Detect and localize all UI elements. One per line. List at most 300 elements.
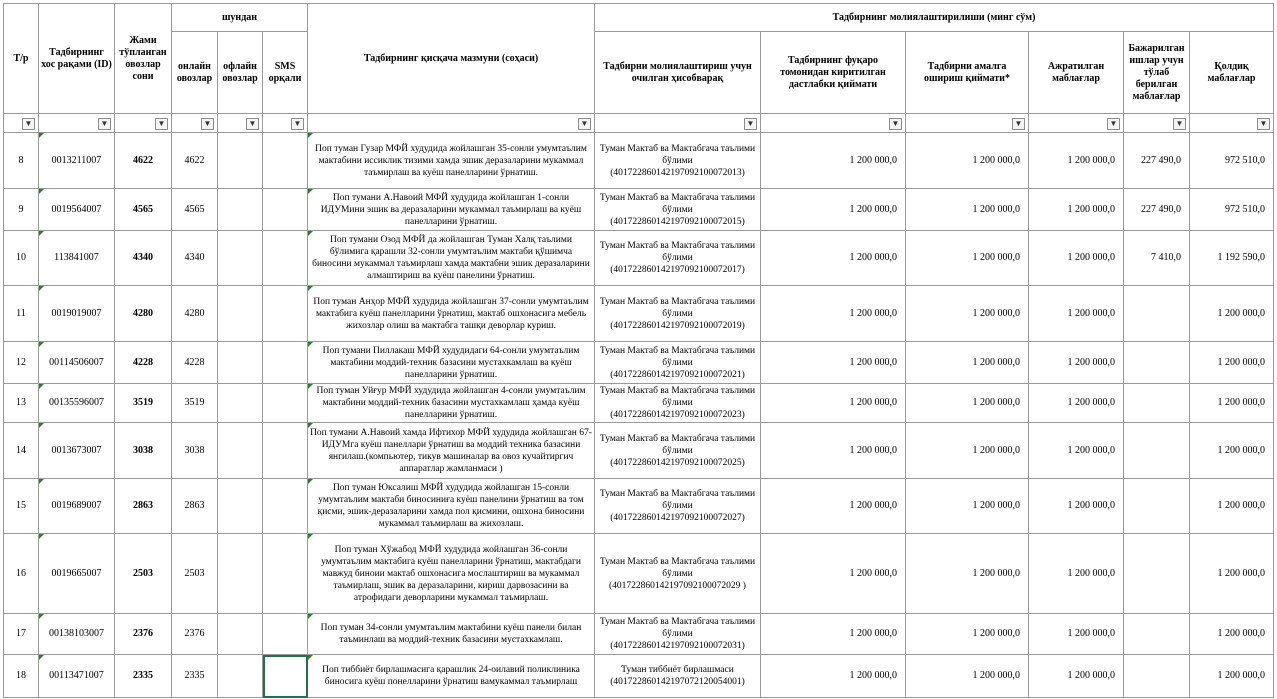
row-allocated[interactable] <box>1029 655 1124 698</box>
row-summary-text: Поп туман Анҳор МФЙ худудида жойлашган 37-сонли умумтаълим мактабига куёш панелларини ўрнатиш, мактаб ошхонасига мебель жихозлар олиш ва мактабга ташқи деворлар куриш. <box>313 296 589 331</box>
table-row <box>4 384 1274 423</box>
row-initial-value-text: 1 200 000,0 <box>849 307 897 319</box>
comment-indicator-icon <box>39 231 44 236</box>
row-paid-text: 227 490,0 <box>1141 154 1181 166</box>
row-online-votes[interactable] <box>172 423 218 479</box>
row-total-votes[interactable] <box>115 614 172 655</box>
row-summary-text: Поп тиббиёт бирлашмасига қарашлик 24-оилавий поликлиника биносига куёш понелларини ўрнатиш вамукаммал таъмирлаш <box>322 665 580 687</box>
comment-indicator-icon <box>39 286 44 291</box>
dropdown-arrow-icon: ▼ <box>891 119 900 128</box>
row-summary[interactable] <box>308 342 595 384</box>
account-number: (401722860142197092100072015) <box>610 216 745 227</box>
header-summary: Тадбирнинг қисқача мазмуни (соҳаси) <box>308 4 595 114</box>
filter-button-total-votes[interactable] <box>155 118 168 130</box>
account-number: (401722860142197092100072017) <box>610 265 745 275</box>
row-allocated[interactable] <box>1029 384 1124 423</box>
table-row <box>4 286 1274 342</box>
row-id[interactable] <box>39 479 115 534</box>
row-summary[interactable] <box>308 384 595 423</box>
row-offline-votes[interactable] <box>218 479 263 534</box>
filter-button-offline[interactable] <box>246 118 259 130</box>
row-exec-value[interactable] <box>906 655 1029 698</box>
row-initial-value-text: 1 200 000,0 <box>849 567 897 579</box>
row-number[interactable] <box>4 614 39 655</box>
comment-indicator-icon <box>39 384 44 389</box>
row-total-votes[interactable] <box>115 231 172 286</box>
row-id-text: 0019019007 <box>51 307 102 319</box>
row-account[interactable] <box>595 133 761 189</box>
row-exec-value-text: 1 200 000,0 <box>972 628 1020 639</box>
row-summary-text: Поп тумани Пиллакаш МФЙ худудидаги 64-сонли умумтаълим мактабини моддий-техник базасини мустахкамлаш ва куёш панелларини ўрнатиш. <box>322 345 580 380</box>
row-allocated-text: 1 200 000,0 <box>1067 444 1115 456</box>
row-allocated-text: 1 200 000,0 <box>1067 154 1115 166</box>
row-total-votes[interactable] <box>115 342 172 384</box>
row-total-votes[interactable] <box>115 479 172 534</box>
account-name: Туман Мактаб ва Мактабгача таълими бўлими <box>599 556 756 579</box>
row-initial-value-text: 1 200 000,0 <box>849 397 897 408</box>
row-sms-votes[interactable] <box>263 384 308 423</box>
row-total-votes[interactable] <box>115 384 172 423</box>
account-name: Туман Мактаб ва Мактабгача таълими бўлими <box>599 345 756 368</box>
dropdown-arrow-icon: ▼ <box>203 119 212 128</box>
row-initial-value[interactable] <box>761 286 906 342</box>
row-paid[interactable] <box>1124 423 1190 479</box>
row-number[interactable] <box>4 189 39 231</box>
row-online-votes[interactable] <box>172 286 218 342</box>
row-summary-text: Поп тумани А.Навоий МФЙ худудида жойлашган 1-сонли ИДУМини эшик ва деразаларини мукаммал таъмирлаш ва куёш панелларини ўрнатиш. <box>320 192 582 227</box>
row-sms-votes[interactable] <box>263 189 308 231</box>
row-number[interactable] <box>4 133 39 189</box>
row-offline-votes[interactable] <box>218 286 263 342</box>
row-allocated[interactable] <box>1029 479 1124 534</box>
row-online-votes-text: 4622 <box>184 154 205 166</box>
row-total-votes[interactable] <box>115 133 172 189</box>
row-id[interactable] <box>39 189 115 231</box>
row-initial-value-text: 1 200 000,0 <box>849 252 897 263</box>
row-account[interactable] <box>595 655 761 698</box>
account-number: (401722860142197072120054001) <box>610 677 745 687</box>
row-sms-votes[interactable] <box>263 286 308 342</box>
row-account[interactable] <box>595 384 761 423</box>
header-allocated: Ажратилган маблағлар <box>1029 32 1124 114</box>
row-online-votes[interactable] <box>172 342 218 384</box>
row-number-text: 9 <box>18 203 24 215</box>
row-total-votes-text: 2863 <box>133 500 153 511</box>
row-id[interactable] <box>39 423 115 479</box>
row-sms-votes[interactable] <box>263 342 308 384</box>
row-online-votes[interactable] <box>172 189 218 231</box>
filter-button-tr[interactable] <box>22 118 35 130</box>
row-id-text: 00135596007 <box>49 397 104 408</box>
header-paid: Бажарилган ишлар учун тўлаб берилган маблағлар <box>1124 32 1190 114</box>
dropdown-arrow-icon: ▼ <box>580 119 589 128</box>
comment-indicator-icon <box>308 286 313 291</box>
row-id[interactable] <box>39 342 115 384</box>
filter-cell-paid <box>1124 114 1190 133</box>
row-allocated-text: 1 200 000,0 <box>1067 203 1115 215</box>
dropdown-arrow-icon: ▼ <box>1109 119 1118 128</box>
row-sms-votes[interactable] <box>263 534 308 614</box>
row-initial-value[interactable] <box>761 423 906 479</box>
row-initial-value[interactable] <box>761 479 906 534</box>
account-number: (401722860142197092100072031) <box>610 641 745 651</box>
row-online-votes[interactable] <box>172 655 218 698</box>
row-allocated[interactable] <box>1029 423 1124 479</box>
row-allocated[interactable] <box>1029 286 1124 342</box>
row-balance[interactable] <box>1190 286 1274 342</box>
row-allocated-text: 1 200 000,0 <box>1067 567 1115 579</box>
row-exec-value-text: 1 200 000,0 <box>972 500 1020 511</box>
row-allocated[interactable] <box>1029 231 1124 286</box>
row-offline-votes[interactable] <box>218 534 263 614</box>
row-paid-text: 7 410,0 <box>1151 252 1181 263</box>
row-total-votes[interactable] <box>115 655 172 698</box>
filter-cell-balance <box>1190 114 1274 133</box>
row-balance-text: 1 200 000,0 <box>1217 670 1265 681</box>
row-account[interactable] <box>595 479 761 534</box>
row-online-votes-text: 3519 <box>184 397 205 408</box>
row-initial-value[interactable] <box>761 384 906 423</box>
table-row <box>4 534 1274 614</box>
row-account[interactable] <box>595 534 761 614</box>
row-sms-votes[interactable] <box>263 614 308 655</box>
table-row <box>4 479 1274 534</box>
row-online-votes[interactable] <box>172 133 218 189</box>
row-exec-value[interactable] <box>906 286 1029 342</box>
row-number[interactable] <box>4 342 39 384</box>
row-number-text: 14 <box>16 444 26 456</box>
row-total-votes[interactable] <box>115 189 172 231</box>
row-number[interactable] <box>4 655 39 698</box>
row-initial-value[interactable] <box>761 534 906 614</box>
row-balance[interactable] <box>1190 423 1274 479</box>
row-total-votes-text: 4228 <box>133 356 153 368</box>
row-id[interactable] <box>39 614 115 655</box>
row-summary[interactable] <box>308 286 595 342</box>
row-exec-value[interactable] <box>906 231 1029 286</box>
row-paid[interactable] <box>1124 231 1190 286</box>
row-account[interactable] <box>595 423 761 479</box>
table-row <box>4 423 1274 479</box>
filter-cell-online <box>172 114 218 133</box>
row-offline-votes[interactable] <box>218 189 263 231</box>
row-number-text: 12 <box>16 356 26 368</box>
header-exec-value: Тадбирни амалга ошириш қиймати* <box>906 32 1029 114</box>
row-allocated-text: 1 200 000,0 <box>1067 670 1115 681</box>
filter-button-initial-value[interactable] <box>889 118 902 130</box>
account-number: (401722860142197092100072013) <box>610 167 745 178</box>
row-offline-votes[interactable] <box>218 231 263 286</box>
row-number-text: 11 <box>16 307 26 319</box>
row-exec-value-text: 1 200 000,0 <box>972 252 1020 263</box>
row-allocated[interactable] <box>1029 133 1124 189</box>
row-account[interactable] <box>595 286 761 342</box>
comment-indicator-icon <box>308 423 313 428</box>
filter-cell-initial-value <box>761 114 906 133</box>
row-allocated-text: 1 200 000,0 <box>1067 252 1115 263</box>
row-number-text: 13 <box>16 397 26 408</box>
filter-cell-exec-value <box>906 114 1029 133</box>
row-allocated[interactable] <box>1029 614 1124 655</box>
row-summary[interactable] <box>308 231 595 286</box>
row-online-votes[interactable] <box>172 534 218 614</box>
row-summary[interactable] <box>308 655 595 698</box>
row-balance[interactable] <box>1190 479 1274 534</box>
dropdown-arrow-icon: ▼ <box>100 119 109 128</box>
row-online-votes[interactable] <box>172 614 218 655</box>
row-id-text: 00113471007 <box>49 670 104 681</box>
row-summary-text: Поп туман 34-сонли умумтаълим мактабини куёш панели билан таъминлаш ва моддий-техник базасини мустахкамлаш. <box>320 623 582 645</box>
account-number: (401722860142197092100072021) <box>610 369 745 380</box>
row-balance[interactable] <box>1190 655 1274 698</box>
dropdown-arrow-icon: ▼ <box>157 119 166 128</box>
row-sms-votes[interactable] <box>263 231 308 286</box>
header-initial-value: Тадбирнинг фуқаро томонидан киритилган дастлабки қиймати <box>761 32 906 114</box>
row-allocated[interactable] <box>1029 342 1124 384</box>
row-initial-value[interactable] <box>761 655 906 698</box>
comment-indicator-icon <box>39 423 44 428</box>
row-summary[interactable] <box>308 534 595 614</box>
filter-row <box>4 114 1274 133</box>
header-sms: SMS орқали <box>263 32 308 114</box>
row-summary[interactable] <box>308 614 595 655</box>
filter-button-account[interactable] <box>744 118 757 130</box>
table-row <box>4 342 1274 384</box>
row-initial-value[interactable] <box>761 133 906 189</box>
comment-indicator-icon <box>39 534 44 539</box>
row-balance[interactable] <box>1190 133 1274 189</box>
row-balance-text: 1 192 590,0 <box>1217 252 1265 263</box>
row-id-text: 0013673007 <box>51 444 102 456</box>
filter-button-sms[interactable] <box>291 118 304 130</box>
filter-button-exec-value[interactable] <box>1012 118 1025 130</box>
filter-cell-summary <box>308 114 595 133</box>
row-online-votes-text: 2376 <box>184 628 205 639</box>
row-number[interactable] <box>4 423 39 479</box>
row-paid[interactable] <box>1124 189 1190 231</box>
row-total-votes[interactable] <box>115 286 172 342</box>
row-offline-votes[interactable] <box>218 133 263 189</box>
filter-button-online[interactable] <box>201 118 214 130</box>
row-balance-text: 972 510,0 <box>1225 154 1265 166</box>
row-balance-text: 1 200 000,0 <box>1217 356 1265 368</box>
row-total-votes-text: 2503 <box>133 567 153 579</box>
row-paid[interactable] <box>1124 342 1190 384</box>
filter-button-allocated[interactable] <box>1107 118 1120 130</box>
row-id[interactable] <box>39 286 115 342</box>
row-offline-votes[interactable] <box>218 655 263 698</box>
row-total-votes-text: 4565 <box>133 203 153 215</box>
account-name: Туман тиббиёт бирлашмаси <box>621 665 734 675</box>
header-tr: Т/р <box>4 4 39 114</box>
account-name: Туман Мактаб ва Мактабгача таълими бўлими <box>599 489 756 511</box>
row-total-votes-text: 2335 <box>133 670 153 681</box>
row-number-text: 16 <box>16 567 26 579</box>
row-allocated[interactable] <box>1029 189 1124 231</box>
row-exec-value[interactable] <box>906 342 1029 384</box>
row-summary-text: Поп тумани А.Навоий хамда Ифтихор МФЙ худудида жойлашган 67-ИДУМга куёш панеллари ўрнатиш ва моддий техника базасини янгилаш.(компьютер, тикув машиналар ва овоз кучайтиргич аппаратлар жамланмаси ) <box>310 427 592 474</box>
row-online-votes-text: 4280 <box>184 307 205 319</box>
header-offline: офлайн овозлар <box>218 32 263 114</box>
row-exec-value[interactable] <box>906 614 1029 655</box>
row-exec-value[interactable] <box>906 479 1029 534</box>
row-paid[interactable] <box>1124 614 1190 655</box>
row-exec-value[interactable] <box>906 534 1029 614</box>
row-balance[interactable] <box>1190 231 1274 286</box>
filter-button-id[interactable] <box>98 118 111 130</box>
row-online-votes-text: 4340 <box>184 252 205 263</box>
row-exec-value[interactable] <box>906 189 1029 231</box>
row-balance[interactable] <box>1190 189 1274 231</box>
row-sms-votes[interactable] <box>263 655 308 698</box>
row-initial-value[interactable] <box>761 342 906 384</box>
table-row <box>4 655 1274 698</box>
row-paid[interactable] <box>1124 534 1190 614</box>
row-id[interactable] <box>39 133 115 189</box>
row-balance[interactable] <box>1190 534 1274 614</box>
row-initial-value[interactable] <box>761 614 906 655</box>
row-summary[interactable] <box>308 189 595 231</box>
row-total-votes-text: 4622 <box>133 154 153 166</box>
row-online-votes[interactable] <box>172 479 218 534</box>
dropdown-arrow-icon: ▼ <box>248 119 257 128</box>
row-number[interactable] <box>4 479 39 534</box>
comment-indicator-icon <box>308 534 313 539</box>
row-paid[interactable] <box>1124 286 1190 342</box>
filter-button-balance[interactable] <box>1257 118 1270 130</box>
dropdown-arrow-icon: ▼ <box>746 119 755 128</box>
row-allocated-text: 1 200 000,0 <box>1067 628 1115 639</box>
dropdown-arrow-icon: ▼ <box>24 119 33 128</box>
row-total-votes-text: 4280 <box>133 307 153 319</box>
row-paid[interactable] <box>1124 133 1190 189</box>
row-total-votes-text: 4340 <box>133 252 153 263</box>
row-number-text: 18 <box>16 670 26 681</box>
row-exec-value-text: 1 200 000,0 <box>972 203 1020 215</box>
row-balance[interactable] <box>1190 342 1274 384</box>
row-account[interactable] <box>595 342 761 384</box>
row-id-text: 00138103007 <box>49 628 104 639</box>
row-summary[interactable] <box>308 133 595 189</box>
row-account[interactable] <box>595 189 761 231</box>
filter-cell-tr <box>4 114 39 133</box>
row-total-votes[interactable] <box>115 423 172 479</box>
filter-button-summary[interactable] <box>578 118 591 130</box>
row-id-text: 0019665007 <box>51 567 102 579</box>
row-total-votes[interactable] <box>115 534 172 614</box>
account-name: Туман Мактаб ва Мактабгача таълими бўлими <box>599 386 756 408</box>
row-offline-votes[interactable] <box>218 384 263 423</box>
row-id[interactable] <box>39 231 115 286</box>
account-number: (401722860142197092100072027) <box>610 513 745 523</box>
row-paid-text: 227 490,0 <box>1141 203 1181 215</box>
table-body <box>4 133 1274 698</box>
comment-indicator-icon <box>308 133 313 138</box>
account-number: (401722860142197092100072023) <box>610 410 745 420</box>
header-of-which: шундан <box>172 4 308 32</box>
comment-indicator-icon <box>39 189 44 194</box>
row-initial-value-text: 1 200 000,0 <box>849 203 897 215</box>
row-total-votes-text: 3038 <box>133 444 153 456</box>
row-number-text: 17 <box>16 628 26 639</box>
row-online-votes-text: 4565 <box>184 203 205 215</box>
row-exec-value-text: 1 200 000,0 <box>972 307 1020 319</box>
header-online: онлайн овозлар <box>172 32 218 114</box>
row-summary[interactable] <box>308 423 595 479</box>
row-id[interactable] <box>39 534 115 614</box>
row-initial-value-text: 1 200 000,0 <box>849 628 897 639</box>
row-number[interactable] <box>4 534 39 614</box>
account-number: (401722860142197092100072019) <box>610 320 745 331</box>
account-name: Туман Мактаб ва Мактабгача таълими бўлими <box>599 143 756 166</box>
row-number[interactable] <box>4 384 39 423</box>
row-offline-votes[interactable] <box>218 342 263 384</box>
row-balance[interactable] <box>1190 614 1274 655</box>
row-account[interactable] <box>595 231 761 286</box>
row-exec-value-text: 1 200 000,0 <box>972 444 1020 456</box>
filter-cell-account <box>595 114 761 133</box>
header-id: Тадбирнинг хос рақами (ID) <box>39 4 115 114</box>
account-number: (401722860142197092100072025) <box>610 457 745 468</box>
row-online-votes[interactable] <box>172 231 218 286</box>
row-allocated[interactable] <box>1029 534 1124 614</box>
row-allocated-text: 1 200 000,0 <box>1067 500 1115 511</box>
filter-cell-allocated <box>1029 114 1124 133</box>
row-summary-text: Поп туман Юксалиш МФЙ худудида жойлашган 15-сонли умумтаълим мактаби биносиниға куёш панелини ўрнатиш ва том қисми, эшик-деразаларини хамда пол қисмини, ошхона биносини мукаммал таъмирлаш ва жихозлаш. <box>317 483 585 529</box>
row-paid[interactable] <box>1124 384 1190 423</box>
row-balance-text: 1 200 000,0 <box>1217 307 1265 319</box>
row-number-text: 10 <box>16 252 26 263</box>
row-id-text: 0019689007 <box>51 500 102 511</box>
dropdown-arrow-icon: ▼ <box>1014 119 1023 128</box>
row-summary-text: Поп туман Гузар МФЙ худудида жойлашган 35-сонли умумтаълим мактабини иссиклик тизими хамда эшик деразаларини мукаммал таъмирлаш ва куёш панелларини ўрнатиш. <box>315 143 587 178</box>
dropdown-arrow-icon: ▼ <box>293 119 302 128</box>
row-summary-text: Поп тумани Озод МФЙ да жойлашган Туман Халқ таълими бўлимига қарашли 32-сонли умумтаълим мактаби қўшимча биносини мукаммал таъмирлаш хамда мактабни эшик деразаларини алмаштириш ва куёш панелини ўрнатиш. <box>312 235 590 281</box>
row-offline-votes[interactable] <box>218 423 263 479</box>
filter-button-paid[interactable] <box>1173 118 1186 130</box>
row-sms-votes[interactable] <box>263 479 308 534</box>
row-number[interactable] <box>4 286 39 342</box>
row-id-text: 113841007 <box>54 252 99 263</box>
row-offline-votes[interactable] <box>218 614 263 655</box>
row-exec-value[interactable] <box>906 133 1029 189</box>
row-exec-value[interactable] <box>906 384 1029 423</box>
account-name: Туман Мактаб ва Мактабгача таълими бўлими <box>599 296 756 319</box>
row-initial-value[interactable] <box>761 231 906 286</box>
row-exec-value-text: 1 200 000,0 <box>972 356 1020 368</box>
row-account[interactable] <box>595 614 761 655</box>
row-balance-text: 1 200 000,0 <box>1217 444 1265 456</box>
row-paid[interactable] <box>1124 655 1190 698</box>
table-row <box>4 133 1274 189</box>
row-online-votes-text: 2503 <box>184 567 205 579</box>
row-initial-value-text: 1 200 000,0 <box>849 500 897 511</box>
row-initial-value[interactable] <box>761 189 906 231</box>
row-id[interactable] <box>39 655 115 698</box>
row-summary[interactable] <box>308 479 595 534</box>
row-balance[interactable] <box>1190 384 1274 423</box>
row-number[interactable] <box>4 231 39 286</box>
row-exec-value-text: 1 200 000,0 <box>972 397 1020 408</box>
row-online-votes[interactable] <box>172 384 218 423</box>
row-exec-value[interactable] <box>906 423 1029 479</box>
row-sms-votes[interactable] <box>263 133 308 189</box>
row-id[interactable] <box>39 384 115 423</box>
comment-indicator-icon <box>39 133 44 138</box>
dropdown-arrow-icon: ▼ <box>1259 119 1268 128</box>
row-paid[interactable] <box>1124 479 1190 534</box>
row-sms-votes[interactable] <box>263 423 308 479</box>
